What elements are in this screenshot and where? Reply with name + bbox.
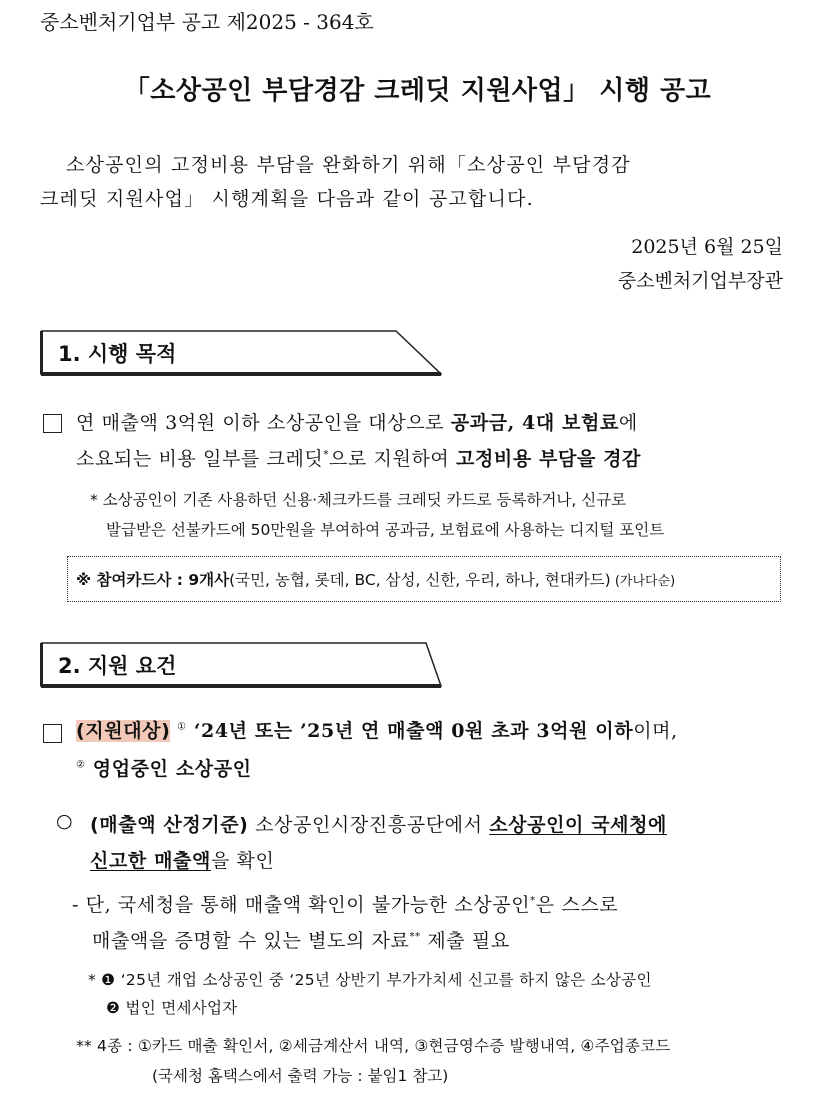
sales-line-1 (90, 810, 667, 837)
footnote-1-line-2: ❷ 법인 면세사업자 (106, 999, 238, 1017)
exception-sup-a: * (530, 895, 536, 907)
intro-line-2: 크레딧 지원사업」 시행계획을 다음과 같이 공고합니다. (40, 188, 534, 210)
target-line-2 (76, 754, 252, 781)
target-tail: 이며, (633, 720, 678, 742)
sales-text-b: 을 확인 (210, 850, 275, 872)
purpose-line-1 (76, 408, 638, 435)
exception-text-a: - 단, 국세청을 통해 매출액 확인이 불가능한 소상공인 (72, 894, 531, 916)
purpose-text-b: 에 (618, 412, 638, 434)
purpose-line-2 (76, 444, 641, 471)
purpose-sup: * (323, 449, 329, 461)
purpose-bold-a: 공과금, 4대 보험료 (450, 412, 619, 434)
exception-sup-b: ** (409, 931, 421, 943)
section-2-title: 2. 지원 요건 (58, 654, 177, 678)
footnote-2-line-2: (국세청 홈택스에서 출력 가능 : 붙임1 참고) (152, 1067, 449, 1085)
target-line-1 (76, 716, 678, 743)
sales-underline-b: 신고한 매출액 (90, 850, 211, 872)
page-title: 「소상공인 부담경감 크레딧 지원사업」 시행 공고 (123, 76, 712, 106)
notice-date: 2025년 6월 25일 (631, 236, 783, 258)
purpose-text-a: 연 매출액 3억원 이하 소상공인을 대상으로 (76, 412, 451, 434)
target-bold-2: 영업중인 소상공인 (85, 758, 252, 780)
sales-line-2 (90, 846, 274, 873)
credit-note-line-2: 발급받은 선불카드에 50만원을 부여하여 공과금, 보험료에 사용하는 디지털 포인트 (106, 521, 665, 539)
sales-text-a: 소상공인시장진흥공단에서 (248, 814, 490, 836)
intro-line-1: 소상공인의 고정비용 부담을 완화하기 위해「소상공인 부담경감 (66, 154, 631, 176)
target-bold-1: ‘24년 또는 ’25년 연 매출액 0원 초과 3억원 이하 (186, 720, 634, 742)
target-label: (지원대상) (76, 720, 171, 742)
card-company-label: ※ 참여카드사 : 9개사 (76, 571, 230, 589)
circled-two: ② (76, 759, 86, 771)
sales-label: (매출액 산정기준) (90, 814, 249, 836)
exception-text-b: 은 스스로 (535, 894, 619, 916)
checkbox-square-icon (43, 724, 62, 743)
card-company-order: (가나다순) (610, 574, 676, 589)
exception-text-c: 매출액을 증명할 수 있는 별도의 자료 (92, 930, 410, 952)
section-1-heading (40, 330, 440, 374)
section-2-heading (40, 642, 440, 686)
circled-one: ① (177, 721, 187, 733)
footnote-1-line-1: * ❶ ‘25년 개업 소상공인 중 ‘25년 상반기 부가가치세 신고를 하지 않은 소상공인 (88, 971, 652, 989)
card-company-text (76, 568, 675, 590)
footnote-2-line-1: ** 4종 : ①카드 매출 확인서, ②세금계산서 내역, ③현금영수증 발행내역, ④주업종코드 (76, 1037, 671, 1055)
section-1-title: 1. 시행 목적 (58, 342, 177, 366)
purpose-text-d: 으로 지원하여 (328, 448, 456, 470)
notice-number: 중소벤처기업부 공고 제2025 - 364호 (40, 10, 374, 34)
credit-note-line-1: * 소상공인이 기존 사용하던 신용·체크카드를 크레딧 카드로 등록하거나, 신규로 (90, 491, 627, 509)
exception-text-d: 제출 필요 (420, 930, 510, 952)
card-company-box (67, 556, 781, 602)
checkbox-square-icon (43, 414, 62, 433)
signer: 중소벤처기업부장관 (617, 270, 783, 292)
exception-line-2 (92, 926, 510, 953)
purpose-bold-b: 고정비용 부담을 경감 (456, 448, 642, 470)
exception-line-1 (72, 890, 618, 917)
circle-bullet-icon: ○ (56, 810, 74, 832)
card-company-list: (국민, 농협, 롯데, BC, 삼성, 신한, 우리, 하나, 현대카드) (229, 571, 611, 589)
purpose-text-c: 소요되는 비용 일부를 크레딧 (76, 448, 324, 470)
sales-underline-a: 소상공인이 국세청에 (489, 814, 668, 836)
